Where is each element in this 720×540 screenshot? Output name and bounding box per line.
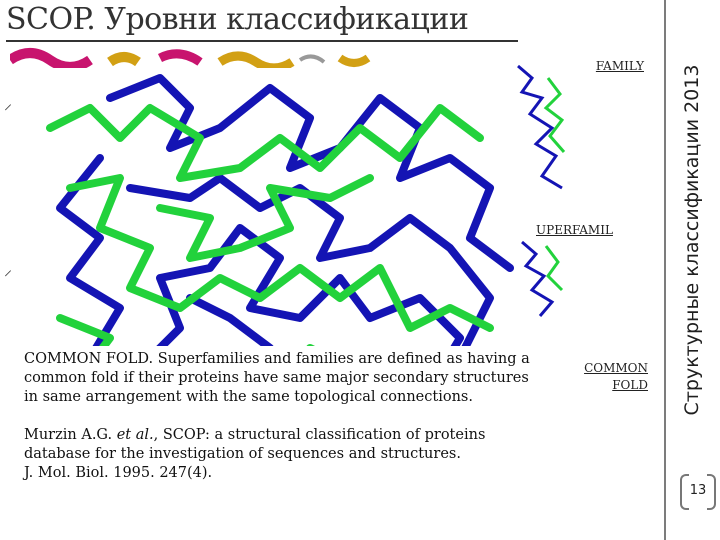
common-fold-label-line1: COMMON [584, 361, 648, 375]
reference-authors: Murzin A.G. [24, 427, 113, 443]
common-fold-definition: COMMON FOLD. Superfamilies and families are defined as having a common fold if their proteins have same major secondary structures in same arrangement with the same topological connections. [24, 351, 530, 405]
reference-citation [24, 426, 546, 464]
left-edge-mark: ⸝ [4, 260, 13, 279]
title-underline [6, 40, 518, 42]
family-label: FAMILY [595, 59, 644, 73]
family-structure-image [512, 58, 572, 198]
reference-title: , SCOP: a structural classification of proteins database for the investigation of sequences and structures. [24, 427, 486, 462]
left-edge-mark: ⸝ [4, 94, 13, 113]
definition-caption [16, 346, 554, 526]
slide-title: SCOP. Уровни классификации [6, 2, 469, 37]
side-title: Структурные классификации 2013 [681, 64, 703, 416]
page-number: 13 [680, 470, 716, 510]
reference-etal: et al. [116, 427, 154, 443]
reference-journal: J. Mol. Biol. 1995. 247(4). [24, 465, 213, 481]
common-fold-label [548, 360, 648, 394]
superfamily-structure-image [518, 236, 566, 320]
common-fold-label-line2: FOLD [612, 378, 648, 392]
superfamily-label: UPERFAMIL [536, 223, 613, 237]
